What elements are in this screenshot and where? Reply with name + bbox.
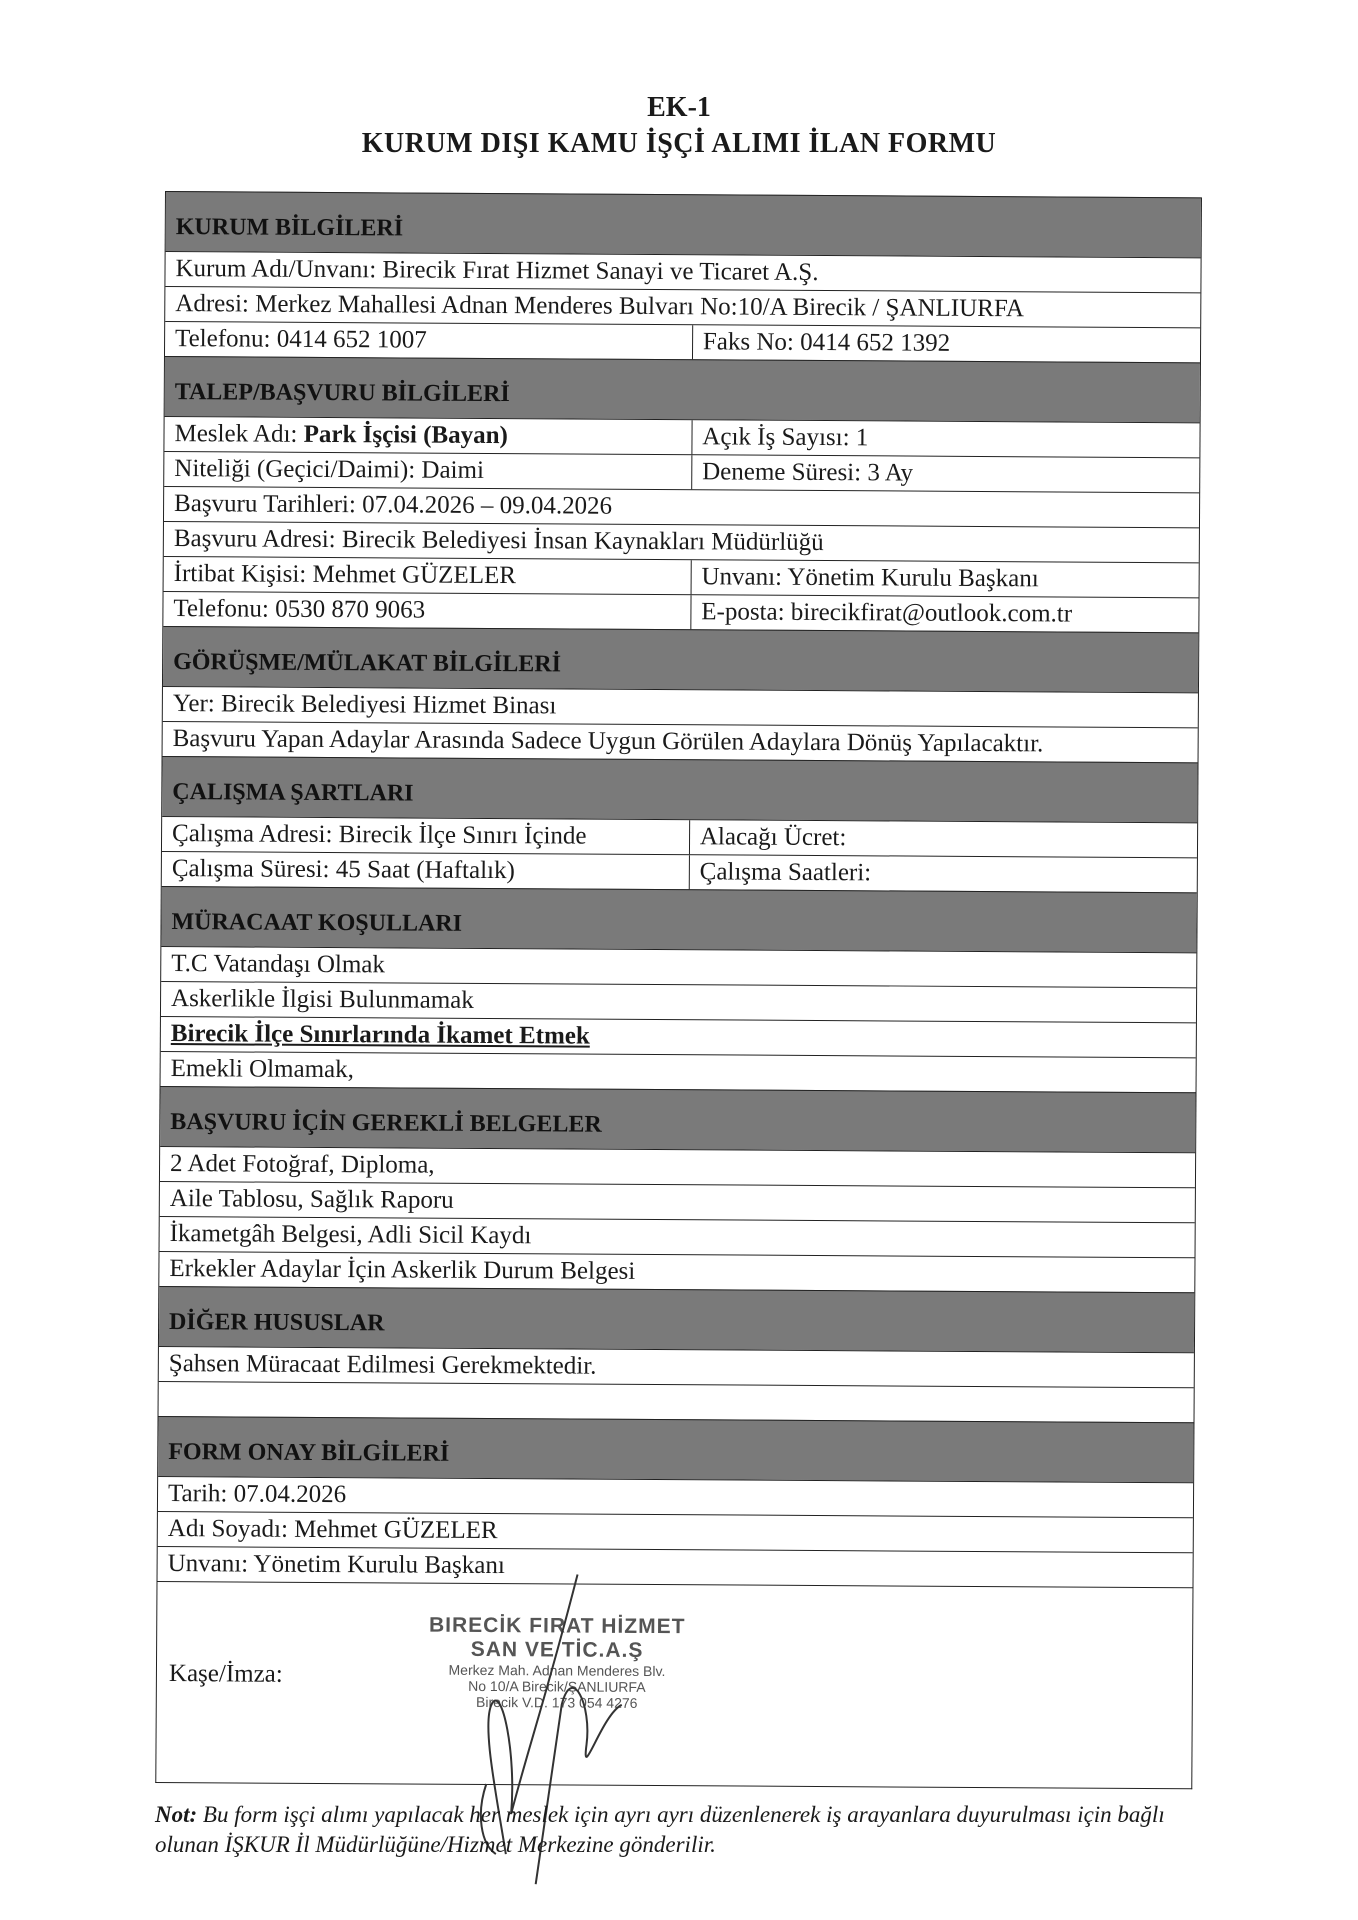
stamp-line: BIRECİK FIRAT HİZMET bbox=[428, 1613, 686, 1639]
list-item: T.C Vatandaşı Olmak bbox=[171, 950, 385, 979]
list-item: Aile Tablosu, Sağlık Raporu bbox=[169, 1185, 454, 1214]
calisma-suresi: Çalışma Süresi: 45 Saat (Haftalık) bbox=[162, 852, 690, 889]
list-item: Askerlikle İlgisi Bulunmamak bbox=[170, 985, 474, 1014]
signature-area bbox=[156, 1581, 1192, 1788]
kurum-adres: Adresi: Merkez Mahallesi Adnan Menderes Bulvarı No:10/A Birecik / ŞANLIURFA bbox=[175, 290, 1025, 323]
list-item: 2 Adet Fotoğraf, Diploma, bbox=[169, 1150, 435, 1179]
kurum-adi: Kurum Adı/Unvanı: Birecik Fırat Hizmet Sanayi ve Ticaret A.Ş. bbox=[175, 255, 819, 286]
note-text: Bu form işçi alımı yapılacak her meslek için ayrı ayrı düzenlenerek iş arayanlara duyurulması için bağlı olunan İŞKUR İl Müdürlüğüne/Hizmet Merkezine gönderilir. bbox=[155, 1802, 1165, 1857]
irtibat-telefon: Telefonu: 0530 870 9063 bbox=[163, 592, 691, 629]
note-label: Not: bbox=[155, 1802, 198, 1827]
nitelik: Niteliği (Geçici/Daimi): Daimi bbox=[164, 452, 692, 489]
acik-is-sayisi: Açık İş Sayısı: 1 bbox=[702, 423, 869, 452]
list-item: Erkekler Adaylar İçin Askerlik Durum Belgesi bbox=[169, 1255, 636, 1285]
basvuru-adresi: Başvuru Adresi: Birecik Belediyesi İnsan Kaynakları Müdürlüğü bbox=[173, 525, 824, 557]
kase-imza-label: Kaşe/İmza: bbox=[168, 1660, 283, 1688]
section-header-muracaat: MÜRACAAT KOŞULLARI bbox=[161, 886, 1196, 952]
list-item: Şahsen Müracaat Edilmesi Gerekmektedir. bbox=[168, 1350, 597, 1380]
basvuru-tarihleri: Başvuru Tarihleri: 07.04.2026 – 09.04.2026 bbox=[174, 490, 613, 520]
stamp-line: Birecik V.D. 173 054 4276 bbox=[476, 1694, 638, 1712]
kurum-faks: Faks No: 0414 652 1392 bbox=[702, 328, 951, 357]
onay-tarih: Tarih: 07.04.2026 bbox=[167, 1480, 347, 1509]
footer-note bbox=[155, 1800, 1205, 1860]
meslek-label: Meslek Adı: bbox=[174, 420, 304, 448]
section-header-kurum: KURUM BİLGİLERİ bbox=[166, 191, 1201, 257]
calisma-saatleri: Çalışma Saatleri: bbox=[699, 858, 872, 887]
section-header-onay: FORM ONAY BİLGİLERİ bbox=[158, 1416, 1193, 1482]
gorusme-not: Başvuru Yapan Adaylar Arasında Sadece Uygun Görülen Adaylara Dönüş Yapılacaktır. bbox=[172, 725, 1044, 758]
onay-unvan: Unvanı: Yönetim Kurulu Başkanı bbox=[167, 1550, 505, 1580]
section-header-calisma: ÇALIŞMA ŞARTLARI bbox=[162, 756, 1197, 822]
list-item bbox=[159, 1382, 1194, 1422]
annex-label: EK-1 bbox=[647, 92, 711, 123]
stamp-line: Merkez Mah. Adnan Menderes Blv. bbox=[448, 1662, 666, 1680]
meslek-adi bbox=[164, 417, 692, 454]
irtibat-kisisi: İrtibat Kişisi: Mehmet GÜZELER bbox=[164, 557, 692, 594]
stamp-line: No 10/A Birecik/ŞANLIURFA bbox=[468, 1678, 646, 1696]
kurum-telefon: Telefonu: 0414 652 1007 bbox=[165, 322, 693, 359]
section-header-belgeler: BAŞVURU İÇİN GEREKLİ BELGELER bbox=[160, 1086, 1195, 1152]
onay-adi-soyadi: Adı Soyadı: Mehmet GÜZELER bbox=[167, 1515, 498, 1545]
alacagi-ucret: Alacağı Ücret: bbox=[699, 823, 847, 852]
irtibat-unvan: Unvanı: Yönetim Kurulu Başkanı bbox=[701, 563, 1039, 593]
irtibat-eposta: E-posta: birecikfirat@outlook.com.tr bbox=[701, 598, 1073, 628]
deneme-suresi: Deneme Süresi: 3 Ay bbox=[702, 458, 914, 487]
meslek-value: Park İşçisi (Bayan) bbox=[303, 420, 508, 450]
gorusme-yer: Yer: Birecik Belediyesi Hizmet Binası bbox=[172, 690, 557, 720]
stamp-line: SAN VE TİC.A.Ş bbox=[470, 1638, 644, 1663]
calisma-adresi: Çalışma Adresi: Birecik İlçe Sınırı İçinde bbox=[162, 817, 690, 854]
section-header-talep: TALEP/BAŞVURU BİLGİLERİ bbox=[165, 356, 1200, 422]
list-item: Birecik İlçe Sınırlarında İkamet Etmek bbox=[170, 1020, 590, 1050]
job-posting-form bbox=[155, 191, 1202, 1789]
list-item: İkametgâh Belgesi, Adli Sicil Kaydı bbox=[169, 1220, 532, 1250]
list-item: Emekli Olmamak, bbox=[170, 1055, 355, 1084]
section-header-diger: DİĞER HUSUSLAR bbox=[159, 1286, 1194, 1352]
section-header-gorusme: GÖRÜŞME/MÜLAKAT BİLGİLERİ bbox=[163, 626, 1198, 692]
page-title: KURUM DIŞI KAMU İŞÇİ ALIMI İLAN FORMU bbox=[361, 128, 997, 159]
